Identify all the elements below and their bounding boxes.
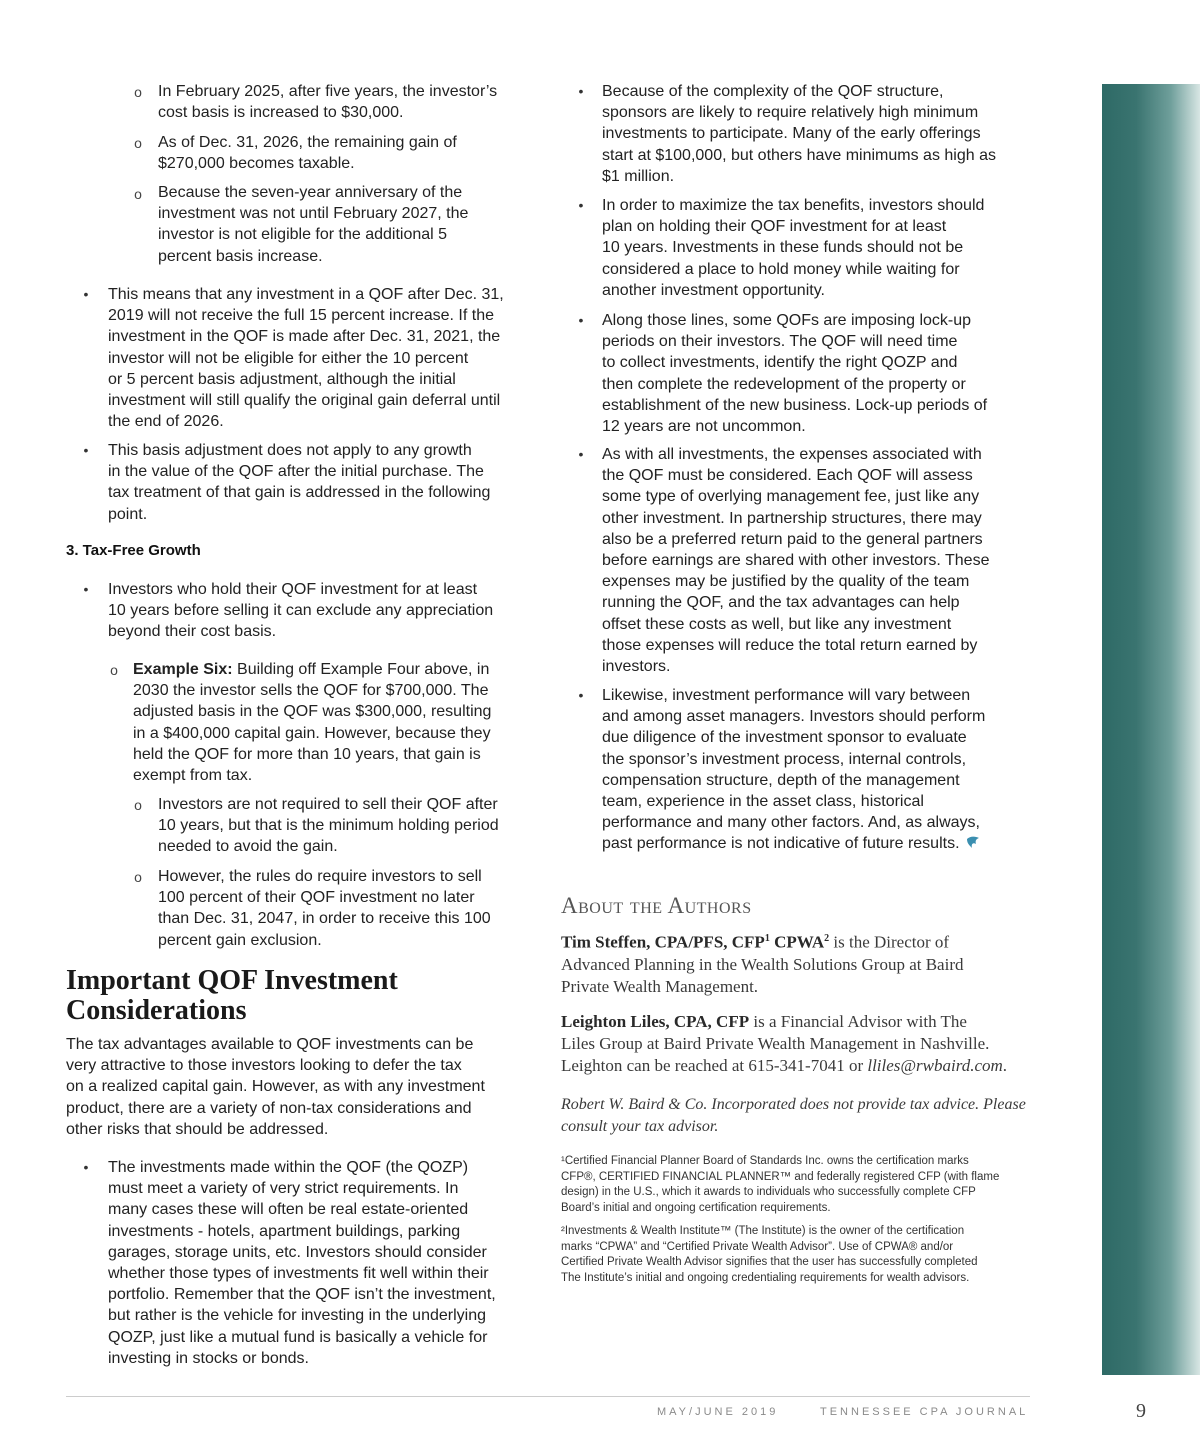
tax-advice-disclaimer <box>561 1094 1031 1138</box>
bullet-marker: • <box>83 1159 89 1175</box>
line: investment in the QOF is made after Dec. 31, 2021, the <box>108 328 501 346</box>
line: Investors who hold their QOF investment for at least <box>108 581 478 598</box>
line: This means that any investment in a QOF after Dec. 31, <box>108 286 504 303</box>
decorative-sidebar-band <box>1102 84 1200 1375</box>
line: CFP®, CERTIFIED FINANCIAL PLANNER™ and federally registered CFP (with flame <box>561 1170 1000 1183</box>
punctuation: . <box>1002 1056 1008 1075</box>
line: ¹Certified Financial Planner Board of Standards Inc. owns the certification marks <box>561 1155 969 1167</box>
line: In order to maximize the tax benefits, investors should <box>602 197 985 214</box>
line: those expenses will reduce the total return earned by <box>602 636 978 654</box>
footnote-1 <box>561 1154 1031 1216</box>
line: consult your tax advisor. <box>561 1118 719 1135</box>
line: start at $100,000, but others have minimums as high as <box>602 146 996 164</box>
page-number: 9 <box>1136 1400 1146 1422</box>
line: the sponsor’s investment process, internal controls, <box>602 750 967 768</box>
considerations-intro <box>66 1034 546 1140</box>
line: the QOF must be considered. Each QOF will assess <box>602 467 973 485</box>
line: ²Investments & Wealth Institute™ (The Institute) is the owner of the certification <box>561 1225 965 1237</box>
line: 10 years. Investments in these funds should not be <box>602 239 964 257</box>
line: garages, storage units, etc. Investors should consider <box>108 1243 487 1261</box>
line: team, experience in the asset class, historical <box>602 793 924 811</box>
line: As with all investments, the expenses associated with <box>602 446 982 463</box>
bullet-qozp-requirements <box>108 1157 548 1369</box>
line: As of Dec. 31, 2026, the remaining gain of <box>158 134 457 151</box>
line: Board’s initial and ongoing certification requirements. <box>561 1201 831 1214</box>
line: The tax advantages available to QOF investments can be <box>66 1036 474 1053</box>
author-leighton-liles <box>561 1011 1031 1077</box>
line: than Dec. 31, 2047, in order to receive this 100 <box>158 910 491 928</box>
bullet-lock-up <box>602 310 1042 437</box>
line: performance and many other factors. And, as always, <box>602 814 980 832</box>
line: point. <box>108 505 148 523</box>
line: beyond their cost basis. <box>108 623 277 641</box>
line: cost basis is increased to $30,000. <box>158 104 404 122</box>
footer-issue-date: MAY/JUNE 2019 <box>657 1406 779 1418</box>
line: 10 years before selling it can exclude any appreciation <box>108 602 494 620</box>
line: very attractive to those investors looking to defer the tax <box>66 1057 462 1075</box>
line: design) in the U.S., which it awards to individuals who successfully complete CFP <box>561 1186 976 1198</box>
line: or 5 percent basis adjustment, although the initial <box>108 370 456 388</box>
sub-bullet-marker: o <box>110 662 118 678</box>
superscript: 2 <box>824 933 830 944</box>
line: investor is not eligible for the additional 5 <box>158 226 448 244</box>
line: 2030 the investor sells the QOF for $700,000. The <box>133 682 489 700</box>
bullet-marker: • <box>578 83 584 99</box>
line: investing in stocks or bonds. <box>108 1349 309 1367</box>
line: Leighton can be reached at 615-341-7041 or <box>561 1056 868 1075</box>
bullet-marker: • <box>83 442 89 458</box>
line: 2019 will not receive the full 15 percent increase. If the <box>108 307 494 325</box>
line: is a Financial Advisor with The <box>749 1012 967 1031</box>
sub-bullet-marker: o <box>134 135 142 151</box>
line: Likewise, investment performance will vary between <box>602 687 971 704</box>
example-six <box>133 659 543 786</box>
footnote-2 <box>561 1224 1031 1286</box>
line: offset these costs as well, but like any investment <box>602 615 952 633</box>
line: compensation structure, depth of the management <box>602 771 960 789</box>
endmark-icon <box>966 834 980 848</box>
line: sponsors are likely to require relatively high minimum <box>602 104 979 122</box>
line: and among asset managers. Investors should perform <box>602 708 986 726</box>
line: Certified Private Wealth Advisor signifies that the user has successfully completed <box>561 1256 978 1268</box>
line: held the QOF for more than 10 years, that gain is <box>133 745 481 763</box>
sub-bullet-marker: o <box>134 797 142 813</box>
line: the end of 2026. <box>108 413 224 431</box>
considerations-heading <box>66 966 546 1026</box>
sub-bullet-marker: o <box>134 186 142 202</box>
line: before earnings are shared with other investors. These <box>602 552 990 570</box>
line: whether those types of investments fit well within their <box>108 1265 489 1283</box>
line: is the Director of <box>829 932 950 952</box>
author-tim-steffen <box>561 928 1031 998</box>
sub-item-seven-year <box>158 182 538 267</box>
author-name: Tim Steffen, CPA/PFS, CFP <box>561 932 765 952</box>
line: periods on their investors. The QOF will need time <box>602 333 958 351</box>
line: investor will not be eligible for either the 10 percent <box>108 349 469 367</box>
line: considered a place to hold money while waiting for <box>602 260 960 278</box>
line: 100 percent of their QOF investment no later <box>158 889 475 907</box>
line: another investment opportunity. <box>602 281 825 299</box>
line: tax treatment of that gain is addressed in the following <box>108 484 491 502</box>
line: The investments made within the QOF (the QOZP) <box>108 1159 469 1176</box>
line: Private Wealth Management. <box>561 976 759 996</box>
bullet-marker: • <box>83 581 89 597</box>
bullet-performance <box>602 685 1042 855</box>
line: expenses may be justified by the quality of the team <box>602 573 970 591</box>
line: QOZP, just like a mutual fund is basically a vehicle for <box>108 1328 488 1346</box>
line: This basis adjustment does not apply to any growth <box>108 442 472 459</box>
line: exempt from tax. <box>133 767 253 785</box>
bullet-expenses <box>602 444 1042 677</box>
line: to collect investments, identify the right QOZP and <box>602 354 958 372</box>
line: Because of the complexity of the QOF structure, <box>602 83 944 100</box>
line: marks “CPWA” and “Certified Private Wealth Advisor”. Use of CPWA® and/or <box>561 1240 954 1253</box>
line: investment was not until February 2027, the <box>158 205 469 223</box>
author-email-link[interactable]: lliles@rwbaird.com <box>867 1056 1003 1075</box>
section-heading-tax-free-growth: 3. Tax-Free Growth <box>66 542 201 559</box>
sub-item-february-2025 <box>158 81 538 123</box>
line: Robert W. Baird & Co. Incorporated does not provide tax advice. Please <box>561 1096 1026 1113</box>
bullet-marker: • <box>578 197 584 213</box>
sub-bullet-marker: o <box>134 84 142 100</box>
line: Considerations <box>66 995 247 1026</box>
line: many cases these will often be real estate-oriented <box>108 1201 469 1219</box>
sub-bullet-marker: o <box>134 869 142 885</box>
sub-item-dec-2026 <box>158 132 538 174</box>
line: Investors are not required to sell their QOF after <box>158 796 498 813</box>
bullet-high-minimums <box>602 81 1042 187</box>
line: percent basis increase. <box>158 247 323 265</box>
line: investments to participate. Many of the early offerings <box>602 125 981 143</box>
line: running the QOF, and the tax advantages can help <box>602 594 960 612</box>
sub-item-not-required <box>158 794 543 858</box>
bullet-hold-10-years <box>108 579 548 643</box>
line: also be a preferred return paid to the general partners <box>602 530 983 548</box>
line: The Institute’s initial and ongoing credentialing requirements for wealth advisors. <box>561 1271 970 1284</box>
superscript: 1 <box>764 933 770 944</box>
line: past performance is not indicative of future results. <box>602 835 960 853</box>
bullet-marker: • <box>578 687 584 703</box>
line: plan on holding their QOF investment for at least <box>602 218 947 236</box>
bullet-marker: • <box>578 446 584 462</box>
bullet-maximize-benefits <box>602 195 1042 301</box>
line: 12 years are not uncommon. <box>602 418 806 436</box>
bullet-marker: • <box>83 286 89 302</box>
footer-journal-name: TENNESSEE CPA JOURNAL <box>820 1406 1029 1418</box>
line: 10 years, but that is the minimum holding period <box>158 817 499 835</box>
line: needed to avoid the gain. <box>158 838 338 856</box>
line: then complete the redevelopment of the property or <box>602 375 966 393</box>
bullet-marker: • <box>578 312 584 328</box>
about-authors-title: About the Authors <box>561 893 752 918</box>
line: $270,000 becomes taxable. <box>158 155 355 173</box>
line: Advanced Planning in the Wealth Solutions Group at Baird <box>561 954 964 974</box>
bullet-basis-adjustment <box>108 440 548 525</box>
example-label: Example Six: <box>133 661 233 678</box>
sub-item-rules-require <box>158 866 543 951</box>
line: investments - hotels, apartment buildings, parking <box>108 1222 461 1240</box>
line: in the value of the QOF after the initial purchase. The <box>108 463 484 481</box>
line: investors. <box>602 658 671 676</box>
line: portfolio. Remember that the QOF isn’t the investment, <box>108 1286 496 1304</box>
line: In February 2025, after five years, the investor’s <box>158 83 498 100</box>
line: other risks that should be addressed. <box>66 1120 329 1138</box>
line: must meet a variety of very strict requirements. In <box>108 1180 459 1198</box>
author-name: Leighton Liles, CPA, CFP <box>561 1012 750 1031</box>
footer-divider <box>66 1396 1030 1397</box>
line: investment will still qualify the original gain deferral until <box>108 392 501 410</box>
line: but rather is the vehicle for investing in the underlying <box>108 1307 486 1325</box>
line: establishment of the new business. Lock-up periods of <box>602 396 988 414</box>
line: Because the seven-year anniversary of the <box>158 184 463 201</box>
line: product, there are a variety of non-tax considerations and <box>66 1099 472 1117</box>
line: $1 million. <box>602 167 675 185</box>
line: percent gain exclusion. <box>158 931 322 949</box>
line: due diligence of the investment sponsor to evaluate <box>602 729 967 747</box>
line: other investment. In partnership structures, there may <box>602 509 982 527</box>
line: Important QOF Investment <box>66 965 398 996</box>
line: in a $400,000 capital gain. However, because they <box>133 724 491 742</box>
line: some type of overlying management fee, just like any <box>602 488 980 506</box>
author-credential: CPWA <box>769 932 825 952</box>
bullet-after-2019 <box>108 284 548 432</box>
line: However, the rules do require investors to sell <box>158 868 482 885</box>
line: on a realized capital gain. However, as with any investment <box>66 1078 485 1096</box>
line: Liles Group at Baird Private Wealth Management in Nashville. <box>561 1034 990 1053</box>
line: Building off Example Four above, in <box>232 661 490 678</box>
line: Along those lines, some QOFs are imposing lock-up <box>602 312 972 329</box>
line: adjusted basis in the QOF was $300,000, resulting <box>133 703 492 721</box>
